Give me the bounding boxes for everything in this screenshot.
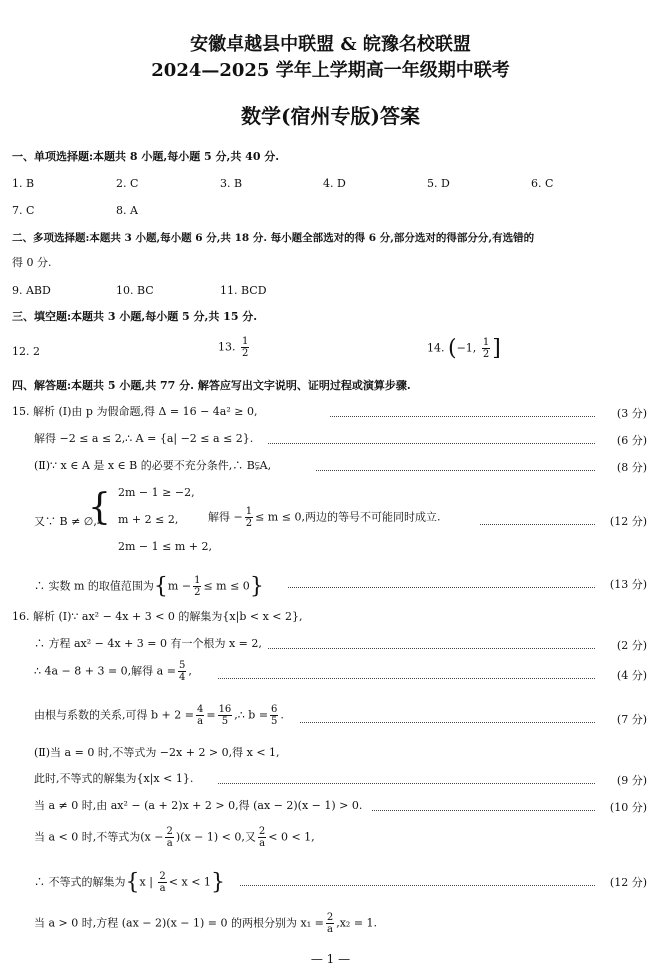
header-line1: 安徽卓越县中联盟 & 皖豫名校联盟 (190, 34, 471, 55)
answer-14: 14. (−1, $\frac{1}{2}$ ] (427, 336, 501, 361)
q15-line3: (Ⅱ)∵ x ∈ A 是 x ∈ B 的必要不充分条件,∴ B⫋A, (34, 459, 272, 472)
q16-line6: 此时,不等式的解集为{x|x < 1}. (34, 772, 194, 785)
page-title: 数学(宿州专版)答案 (241, 104, 420, 128)
answer-12: 12. 2 (12, 345, 40, 358)
q15-line4a: 又∵ B ≠ ∅,∴ (34, 515, 104, 528)
answer-13: 13. $\frac{1}{2}$ (218, 336, 249, 359)
dot-leader (372, 810, 595, 811)
q16-line1: 16. 解析 (Ⅰ)∵ ax² − 4x + 3 < 0 的解集为{x|b < x < 2}, (12, 610, 303, 623)
answer: 9. ABD (12, 284, 51, 297)
answer: 6. C (531, 177, 554, 190)
dot-leader (300, 722, 595, 723)
q15-line2: 解得 −2 ≤ a ≤ 2,∴ A = {a| −2 ≤ a ≤ 2}. (34, 432, 254, 445)
dot-leader (316, 470, 595, 471)
points: (3 分) (616, 407, 647, 420)
q16-line2: ∴ 方程 ax² − 4x + 3 = 0 有一个根为 x = 2, (34, 637, 262, 650)
points: (7 分) (616, 713, 647, 726)
answer: 11. BCD (220, 284, 267, 297)
header-line2: 2024—2025 学年上学期高一年级期中联考 (151, 60, 510, 81)
dot-leader (240, 885, 595, 886)
points: (6 分) (616, 434, 647, 447)
dot-leader (288, 587, 595, 588)
answer: 10. BC (116, 284, 154, 297)
points: (4 分) (616, 669, 647, 682)
section-heading: 一、单项选择题:本题共 8 小题,每小题 5 分,共 40 分. (12, 150, 280, 163)
dot-leader (268, 648, 595, 649)
system-eq: 2m − 1 ≤ m + 2, (118, 540, 212, 553)
points: (12 分) (609, 515, 647, 528)
q16-line9: ∴ 不等式的解集为{x | $\frac{2}{a}$ < x < 1} (34, 870, 225, 895)
dot-leader (330, 416, 595, 417)
dot-leader (218, 783, 595, 784)
brace: { (88, 487, 111, 528)
q16-line5: (Ⅱ)当 a = 0 时,不等式为 −2x + 2 > 0,得 x < 1, (34, 746, 280, 759)
answer: 8. A (116, 204, 138, 217)
q16-line10: 当 a > 0 时,方程 (ax − 2)(x − 1) = 0 的两根分别为 x₁ = $\frac{2}{a}$ ,x₂ = 1. (34, 912, 378, 935)
q16-line3: ∴ 4a − 8 + 3 = 0,解得 a = $\frac{5}{4}$ , (34, 660, 192, 683)
dot-leader (480, 524, 595, 525)
q16-line7: 当 a ≠ 0 时,由 ax² − (a + 2)x + 2 > 0,得 (ax − 2)(x − 1) > 0. (34, 799, 363, 812)
answer: 1. B (12, 177, 35, 190)
section-heading-cont: 得 0 分. (12, 256, 52, 269)
answer: 2. C (116, 177, 139, 190)
section-heading: 四、解答题:本题共 5 小题,共 77 分. 解答应写出文字说明、证明过程或演算步骤. (12, 379, 411, 392)
system-eq: m + 2 ≤ 2, (118, 513, 179, 526)
answer: 5. D (427, 177, 450, 190)
q15-line1: 15. 解析 (Ⅰ)由 p 为假命题,得 Δ = 16 − 4a² ≥ 0, (12, 405, 258, 418)
dot-leader (218, 678, 595, 679)
points: (13 分) (609, 578, 647, 591)
points: (8 分) (616, 461, 647, 474)
answer: 7. C (12, 204, 35, 217)
dot-leader (268, 443, 595, 444)
q16-line4: 由根与系数的关系,可得 b + 2 = $\frac{4}{a}$ = $\frac{16}{5}$ ,∴ b = $\frac{6}{5}$ . (34, 704, 284, 727)
points: (12 分) (609, 876, 647, 889)
system-eq: 2m − 1 ≥ −2, (118, 486, 195, 499)
q15-line5: ∴ 实数 m 的取值范围为{m − $\frac{1}{2}$ ≤ m ≤ 0} (34, 574, 264, 599)
answer: 4. D (323, 177, 346, 190)
q15-line4b: 解得 − $\frac{1}{2}$ ≤ m ≤ 0,两边的等号不可能同时成立. (208, 506, 441, 529)
q16-line8: 当 a < 0 时,不等式为(x − $\frac{2}{a}$ )(x − 1) < 0,又 $\frac{2}{a}$ < 0 < 1, (34, 826, 315, 849)
answer: 3. B (220, 177, 243, 190)
section-heading: 三、填空题:本题共 3 小题,每小题 5 分,共 15 分. (12, 310, 258, 323)
points: (2 分) (616, 639, 647, 652)
page-number: — 1 — (310, 952, 351, 966)
section-heading: 二、多项选择题:本题共 3 小题,每小题 6 分,共 18 分. 每小题全部选对的得 6 分,部分选对的得部分分,有选错的 (12, 232, 535, 244)
points: (9 分) (616, 774, 647, 787)
points: (10 分) (609, 801, 647, 814)
